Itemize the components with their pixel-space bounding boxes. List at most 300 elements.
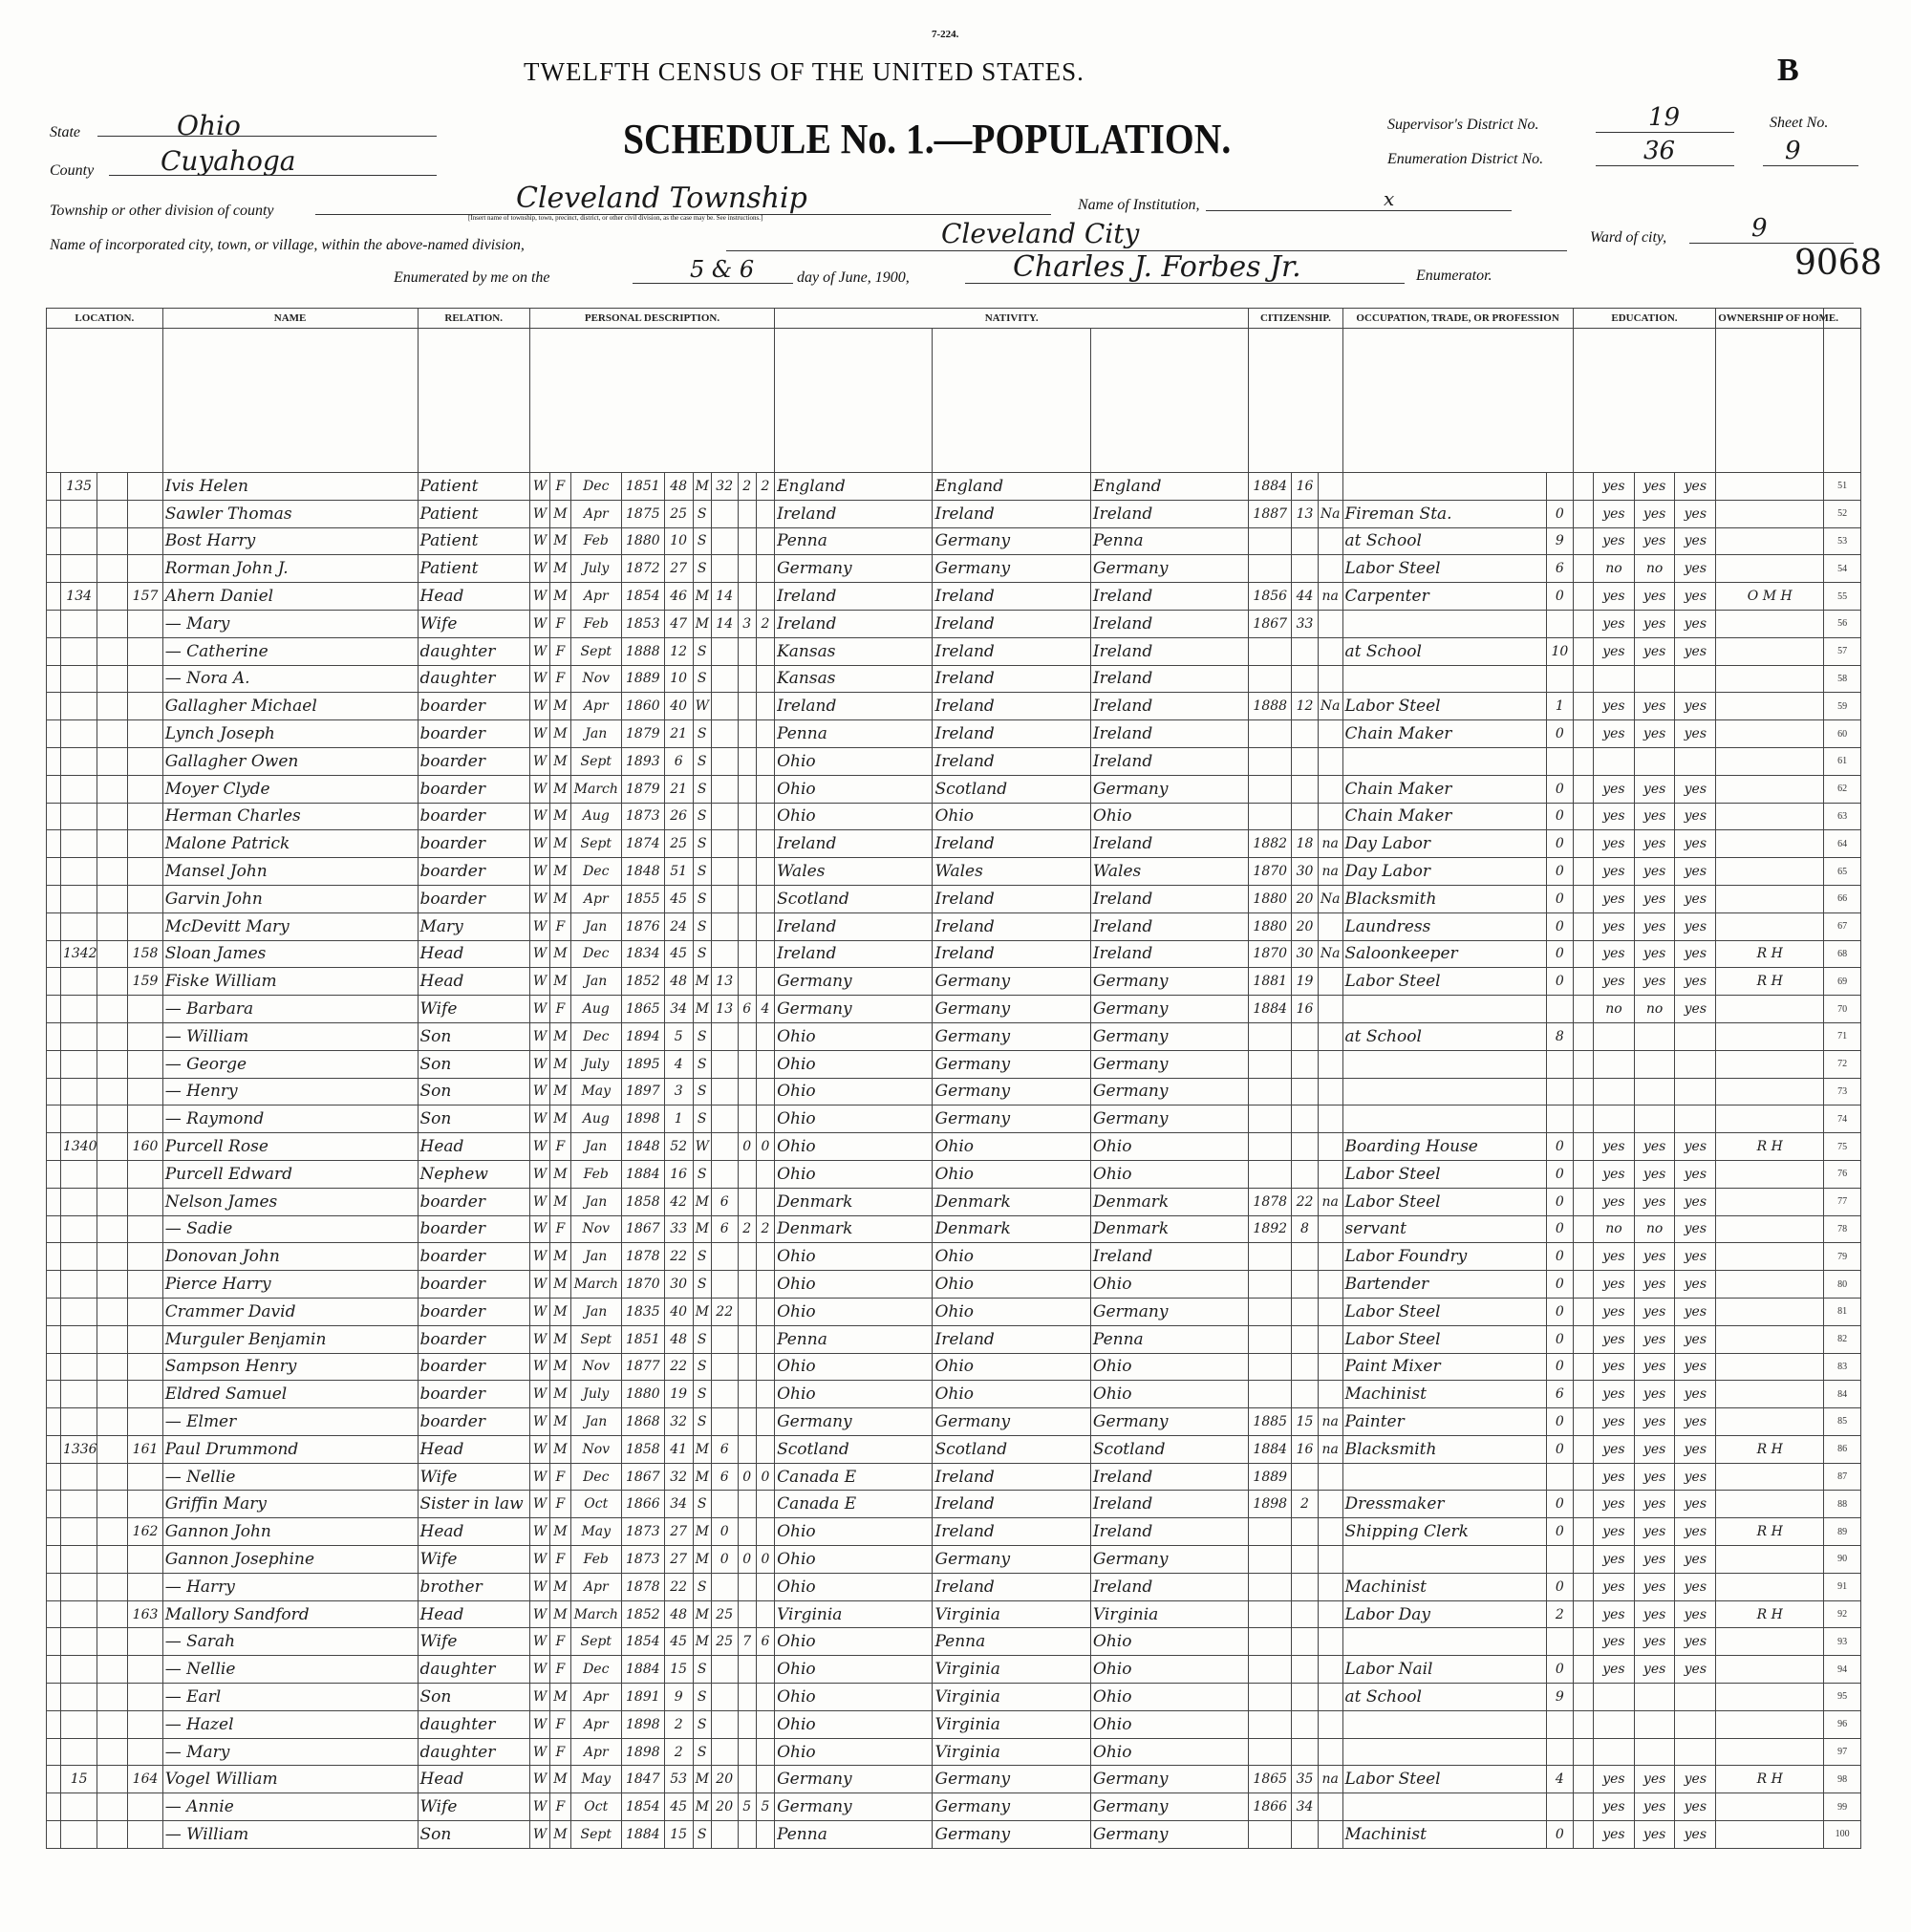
occupation-cell: Chain Maker: [1342, 720, 1546, 748]
marital-status-cell: M: [693, 1188, 711, 1215]
age-cell: 3: [664, 1078, 693, 1106]
dwelling-number-cell: [97, 720, 128, 748]
children-born-cell: [738, 1491, 756, 1518]
speaks-english-cell: yes: [1675, 1766, 1716, 1793]
birth-month-cell: March: [570, 1271, 621, 1299]
immigration-year-cell: [1249, 1078, 1292, 1106]
occupation-cell: Boarding House: [1342, 1133, 1546, 1161]
can-write-cell: yes: [1634, 1766, 1675, 1793]
sub-occupation: [1342, 329, 1573, 473]
months-unemployed-cell: 6: [1546, 1381, 1573, 1408]
marital-status-cell: S: [693, 1106, 711, 1133]
children-living-cell: [756, 1050, 774, 1078]
relation-cell: Nephew: [418, 1160, 529, 1188]
years-in-us-cell: 30: [1292, 940, 1319, 968]
immigration-year-cell: [1249, 1628, 1292, 1656]
birth-year-cell: 1873: [621, 1518, 664, 1546]
group-name: NAME: [162, 309, 418, 329]
years-in-us-cell: [1292, 1573, 1319, 1600]
family-number-cell: [128, 912, 162, 940]
father-birthplace-cell: Ohio: [933, 1381, 1090, 1408]
immigration-year-cell: [1249, 1353, 1292, 1381]
table-row: [47, 1766, 1861, 1793]
color-cell: W: [529, 555, 549, 583]
family-number-cell: [128, 858, 162, 886]
can-write-cell: yes: [1634, 830, 1675, 858]
color-cell: W: [529, 1766, 549, 1793]
years-in-us-cell: [1292, 720, 1319, 748]
months-unemployed-cell: 0: [1546, 1325, 1573, 1353]
sub-ownership: [1716, 329, 1824, 473]
occupation-cell: Shipping Clerk: [1342, 1518, 1546, 1546]
years-in-us-cell: [1292, 1381, 1319, 1408]
attended-school-cell: [1573, 720, 1593, 748]
color-cell: W: [529, 775, 549, 803]
color-cell: W: [529, 803, 549, 830]
birthplace-cell: Ohio: [775, 1050, 933, 1078]
birth-year-cell: 1834: [621, 940, 664, 968]
color-cell: W: [529, 1188, 549, 1215]
person-name-cell: Garvin John: [162, 885, 418, 912]
children-living-cell: [756, 858, 774, 886]
children-living-cell: [756, 1738, 774, 1766]
enumerator-label: Enumerator.: [1416, 268, 1492, 284]
occupation-cell: Labor Foundry: [1342, 1243, 1546, 1271]
birth-month-cell: Nov: [570, 665, 621, 693]
sex-cell: M: [550, 1325, 570, 1353]
birth-month-cell: Apr: [570, 1710, 621, 1738]
birth-month-cell: Aug: [570, 996, 621, 1023]
attended-school-cell: [1573, 1325, 1593, 1353]
occupation-cell: [1342, 473, 1546, 501]
ownership-cell: R H: [1716, 940, 1824, 968]
children-living-cell: [756, 1188, 774, 1215]
ownership-cell: [1716, 1160, 1824, 1188]
family-number-cell: [128, 1243, 162, 1271]
immigration-year-cell: [1249, 1106, 1292, 1133]
children-born-cell: [738, 1050, 756, 1078]
mother-birthplace-cell: Ireland: [1090, 747, 1248, 775]
street-cell: [47, 1160, 61, 1188]
occupation-cell: Machinist: [1342, 1821, 1546, 1849]
naturalization-cell: [1318, 912, 1342, 940]
years-in-us-cell: 15: [1292, 1408, 1319, 1436]
age-cell: 1: [664, 1106, 693, 1133]
sex-cell: M: [550, 527, 570, 555]
group-relation: RELATION.: [418, 309, 529, 329]
house-number-cell: [60, 1463, 97, 1491]
age-cell: 2: [664, 1710, 693, 1738]
house-number-cell: [60, 1325, 97, 1353]
can-read-cell: yes: [1594, 637, 1635, 665]
age-cell: 41: [664, 1435, 693, 1463]
supervisor-value: 19: [1648, 103, 1681, 132]
father-birthplace-cell: Ireland: [933, 500, 1090, 527]
attended-school-cell: [1573, 858, 1593, 886]
table-row: [47, 1600, 1861, 1628]
children-living-cell: [756, 1821, 774, 1849]
house-number-cell: [60, 1215, 97, 1243]
occupation-cell: Labor Steel: [1342, 1766, 1546, 1793]
can-write-cell: yes: [1634, 1821, 1675, 1849]
sex-cell: F: [550, 996, 570, 1023]
occupation-cell: [1342, 1050, 1546, 1078]
children-born-cell: [738, 1298, 756, 1325]
immigration-year-cell: 1878: [1249, 1188, 1292, 1215]
mother-birthplace-cell: Wales: [1090, 858, 1248, 886]
years-married-cell: [711, 1573, 738, 1600]
can-read-cell: yes: [1594, 968, 1635, 996]
birth-month-cell: Feb: [570, 1546, 621, 1574]
relation-cell: boarder: [418, 775, 529, 803]
can-read-cell: [1594, 1022, 1635, 1050]
family-number-cell: [128, 1106, 162, 1133]
mother-birthplace-cell: Germany: [1090, 1408, 1248, 1436]
line-number-cell: 64: [1824, 830, 1861, 858]
mother-birthplace-cell: Germany: [1090, 1298, 1248, 1325]
can-read-cell: yes: [1594, 1793, 1635, 1821]
years-in-us-cell: [1292, 1546, 1319, 1574]
table-row: [47, 1133, 1861, 1161]
children-born-cell: [738, 1353, 756, 1381]
immigration-year-cell: [1249, 775, 1292, 803]
can-write-cell: yes: [1634, 1353, 1675, 1381]
can-write-cell: yes: [1634, 1793, 1675, 1821]
family-number-cell: [128, 803, 162, 830]
naturalization-cell: [1318, 1600, 1342, 1628]
naturalization-cell: na: [1318, 858, 1342, 886]
age-cell: 15: [664, 1821, 693, 1849]
family-number-cell: [128, 830, 162, 858]
street-cell: [47, 1491, 61, 1518]
marital-status-cell: S: [693, 1325, 711, 1353]
color-cell: W: [529, 1546, 549, 1574]
years-married-cell: [711, 1133, 738, 1161]
months-unemployed-cell: [1546, 996, 1573, 1023]
years-in-us-cell: [1292, 1133, 1319, 1161]
person-name-cell: Rorman John J.: [162, 555, 418, 583]
dwelling-number-cell: [97, 665, 128, 693]
father-birthplace-cell: Germany: [933, 1106, 1090, 1133]
table-row: [47, 527, 1861, 555]
father-birthplace-cell: Scotland: [933, 1435, 1090, 1463]
months-unemployed-cell: 0: [1546, 1656, 1573, 1684]
supervisor-line: [1596, 132, 1734, 133]
children-born-cell: [738, 1684, 756, 1711]
relation-cell: Son: [418, 1022, 529, 1050]
mother-birthplace-cell: Germany: [1090, 1022, 1248, 1050]
street-cell: [47, 1684, 61, 1711]
birthplace-cell: Ireland: [775, 940, 933, 968]
children-born-cell: 0: [738, 1463, 756, 1491]
age-cell: 51: [664, 858, 693, 886]
sex-cell: M: [550, 1050, 570, 1078]
line-number-cell: 62: [1824, 775, 1861, 803]
years-married-cell: [711, 1078, 738, 1106]
house-number-cell: [60, 1518, 97, 1546]
speaks-english-cell: yes: [1675, 968, 1716, 996]
children-living-cell: [756, 1078, 774, 1106]
relation-cell: boarder: [418, 1298, 529, 1325]
children-born-cell: [738, 830, 756, 858]
street-cell: [47, 1628, 61, 1656]
line-number-cell: 55: [1824, 583, 1861, 611]
house-number-cell: [60, 1546, 97, 1574]
marital-status-cell: S: [693, 1353, 711, 1381]
line-number-cell: 99: [1824, 1793, 1861, 1821]
children-living-cell: [756, 775, 774, 803]
years-married-cell: 25: [711, 1628, 738, 1656]
birth-year-cell: 1876: [621, 912, 664, 940]
birth-month-cell: Dec: [570, 1656, 621, 1684]
marital-status-cell: S: [693, 1656, 711, 1684]
can-read-cell: yes: [1594, 1656, 1635, 1684]
children-living-cell: [756, 500, 774, 527]
can-write-cell: yes: [1634, 1188, 1675, 1215]
table-row: [47, 665, 1861, 693]
naturalization-cell: na: [1318, 1766, 1342, 1793]
can-write-cell: [1634, 1022, 1675, 1050]
immigration-year-cell: [1249, 803, 1292, 830]
children-born-cell: 5: [738, 1793, 756, 1821]
county-line: [109, 175, 437, 176]
family-number-cell: [128, 555, 162, 583]
father-birthplace-cell: Germany: [933, 968, 1090, 996]
marital-status-cell: M: [693, 1215, 711, 1243]
months-unemployed-cell: [1546, 1078, 1573, 1106]
sex-cell: M: [550, 1298, 570, 1325]
months-unemployed-cell: [1546, 665, 1573, 693]
children-born-cell: [738, 1325, 756, 1353]
years-married-cell: [711, 830, 738, 858]
dwelling-number-cell: [97, 885, 128, 912]
census-title: TWELFTH CENSUS OF THE UNITED STATES.: [524, 57, 1084, 86]
family-number-cell: [128, 1271, 162, 1299]
relation-cell: daughter: [418, 1738, 529, 1766]
line-number-cell: 79: [1824, 1243, 1861, 1271]
relation-cell: Son: [418, 1106, 529, 1133]
group-education: EDUCATION.: [1573, 309, 1715, 329]
years-married-cell: [711, 1656, 738, 1684]
birthplace-cell: Ireland: [775, 610, 933, 637]
father-birthplace-cell: Germany: [933, 527, 1090, 555]
children-living-cell: [756, 1600, 774, 1628]
children-born-cell: [738, 500, 756, 527]
father-birthplace-cell: Ohio: [933, 1353, 1090, 1381]
house-number-cell: [60, 1106, 97, 1133]
mother-birthplace-cell: Ireland: [1090, 912, 1248, 940]
ownership-cell: [1716, 1684, 1824, 1711]
person-name-cell: — Raymond: [162, 1106, 418, 1133]
can-read-cell: yes: [1594, 1766, 1635, 1793]
dwelling-number-cell: [97, 1408, 128, 1436]
person-name-cell: — Nellie: [162, 1463, 418, 1491]
dwelling-number-cell: [97, 1656, 128, 1684]
mother-birthplace-cell: Ohio: [1090, 1133, 1248, 1161]
speaks-english-cell: yes: [1675, 912, 1716, 940]
supervisor-label: Supervisor's District No.: [1387, 117, 1539, 133]
immigration-year-cell: [1249, 1243, 1292, 1271]
line-number-cell: 58: [1824, 665, 1861, 693]
birth-year-cell: 1888: [621, 637, 664, 665]
table-row: [47, 858, 1861, 886]
children-living-cell: [756, 1491, 774, 1518]
attended-school-cell: [1573, 1215, 1593, 1243]
relation-cell: Head: [418, 1435, 529, 1463]
children-living-cell: [756, 1243, 774, 1271]
immigration-year-cell: 1880: [1249, 885, 1292, 912]
children-born-cell: [738, 1106, 756, 1133]
mother-birthplace-cell: Ireland: [1090, 1573, 1248, 1600]
children-born-cell: [738, 1160, 756, 1188]
children-living-cell: [756, 720, 774, 748]
ownership-cell: [1716, 1463, 1824, 1491]
relation-cell: boarder: [418, 885, 529, 912]
dwelling-number-cell: [97, 1078, 128, 1106]
ownership-cell: [1716, 665, 1824, 693]
can-write-cell: yes: [1634, 1271, 1675, 1299]
relation-cell: Mary: [418, 912, 529, 940]
age-cell: 16: [664, 1160, 693, 1188]
attended-school-cell: [1573, 1656, 1593, 1684]
birth-month-cell: Sept: [570, 1628, 621, 1656]
relation-cell: Wife: [418, 1628, 529, 1656]
attended-school-cell: [1573, 500, 1593, 527]
immigration-year-cell: [1249, 1381, 1292, 1408]
years-married-cell: [711, 1050, 738, 1078]
mother-birthplace-cell: Penna: [1090, 527, 1248, 555]
street-cell: [47, 830, 61, 858]
can-read-cell: yes: [1594, 1381, 1635, 1408]
children-born-cell: [738, 1600, 756, 1628]
birth-year-cell: 1835: [621, 1298, 664, 1325]
father-birthplace-cell: Ohio: [933, 1133, 1090, 1161]
person-name-cell: Pierce Harry: [162, 1271, 418, 1299]
months-unemployed-cell: 0: [1546, 1215, 1573, 1243]
immigration-year-cell: 1882: [1249, 830, 1292, 858]
months-unemployed-cell: [1546, 473, 1573, 501]
sex-cell: M: [550, 1243, 570, 1271]
children-born-cell: 0: [738, 1133, 756, 1161]
sex-cell: M: [550, 1435, 570, 1463]
relation-cell: Son: [418, 1078, 529, 1106]
speaks-english-cell: yes: [1675, 1381, 1716, 1408]
father-birthplace-cell: Ireland: [933, 885, 1090, 912]
attended-school-cell: [1573, 1738, 1593, 1766]
naturalization-cell: [1318, 473, 1342, 501]
family-number-cell: [128, 1684, 162, 1711]
family-number-cell: [128, 1298, 162, 1325]
street-cell: [47, 555, 61, 583]
mother-birthplace-cell: Germany: [1090, 1793, 1248, 1821]
can-read-cell: yes: [1594, 885, 1635, 912]
street-cell: [47, 1710, 61, 1738]
house-number-cell: [60, 885, 97, 912]
dwelling-number-cell: [97, 1243, 128, 1271]
relation-cell: boarder: [418, 803, 529, 830]
person-name-cell: Gannon John: [162, 1518, 418, 1546]
page-stamp: 9068: [1794, 244, 1882, 283]
years-married-cell: [711, 527, 738, 555]
father-birthplace-cell: Ohio: [933, 803, 1090, 830]
birth-year-cell: 1884: [621, 1656, 664, 1684]
years-married-cell: [711, 1271, 738, 1299]
family-number-cell: [128, 1738, 162, 1766]
can-write-cell: [1634, 1738, 1675, 1766]
age-cell: 6: [664, 747, 693, 775]
birthplace-cell: Scotland: [775, 1435, 933, 1463]
can-write-cell: yes: [1634, 1573, 1675, 1600]
speaks-english-cell: yes: [1675, 610, 1716, 637]
birthplace-cell: Ireland: [775, 693, 933, 720]
attended-school-cell: [1573, 1022, 1593, 1050]
speaks-english-cell: yes: [1675, 720, 1716, 748]
table-row: [47, 1078, 1861, 1106]
ownership-cell: [1716, 1298, 1824, 1325]
ownership-cell: [1716, 473, 1824, 501]
attended-school-cell: [1573, 1710, 1593, 1738]
naturalization-cell: [1318, 1546, 1342, 1574]
mother-birthplace-cell: Ireland: [1090, 665, 1248, 693]
years-married-cell: [711, 885, 738, 912]
sex-cell: M: [550, 1821, 570, 1849]
enumerator-name: Charles J. Forbes Jr.: [1013, 250, 1301, 284]
marital-status-cell: S: [693, 1160, 711, 1188]
sex-cell: M: [550, 1518, 570, 1546]
birth-year-cell: 1891: [621, 1684, 664, 1711]
table-row: [47, 720, 1861, 748]
occupation-cell: Machinist: [1342, 1573, 1546, 1600]
birth-month-cell: March: [570, 775, 621, 803]
immigration-year-cell: [1249, 555, 1292, 583]
table-row: [47, 830, 1861, 858]
person-name-cell: — Mary: [162, 1738, 418, 1766]
house-number-cell: [60, 1078, 97, 1106]
children-born-cell: [738, 1022, 756, 1050]
color-cell: W: [529, 885, 549, 912]
sheet-letter: B: [1777, 53, 1799, 88]
marital-status-cell: W: [693, 1133, 711, 1161]
naturalization-cell: [1318, 1491, 1342, 1518]
birth-month-cell: Dec: [570, 473, 621, 501]
birth-year-cell: 1847: [621, 1766, 664, 1793]
children-living-cell: [756, 1710, 774, 1738]
occupation-cell: Labor Day: [1342, 1600, 1546, 1628]
table-row: [47, 1546, 1861, 1574]
children-born-cell: [738, 555, 756, 583]
house-number-cell: [60, 555, 97, 583]
father-birthplace-cell: Virginia: [933, 1738, 1090, 1766]
can-read-cell: yes: [1594, 1491, 1635, 1518]
birth-year-cell: 1875: [621, 500, 664, 527]
age-cell: 32: [664, 1463, 693, 1491]
attended-school-cell: [1573, 830, 1593, 858]
ownership-cell: [1716, 1325, 1824, 1353]
attended-school-cell: [1573, 1160, 1593, 1188]
color-cell: W: [529, 1710, 549, 1738]
can-write-cell: [1634, 1106, 1675, 1133]
attended-school-cell: [1573, 665, 1593, 693]
years-in-us-cell: [1292, 775, 1319, 803]
children-born-cell: [738, 858, 756, 886]
house-number-cell: [60, 1160, 97, 1188]
years-in-us-cell: 44: [1292, 583, 1319, 611]
immigration-year-cell: [1249, 1821, 1292, 1849]
birth-year-cell: 1858: [621, 1435, 664, 1463]
street-cell: [47, 747, 61, 775]
children-born-cell: [738, 1656, 756, 1684]
can-read-cell: yes: [1594, 1325, 1635, 1353]
